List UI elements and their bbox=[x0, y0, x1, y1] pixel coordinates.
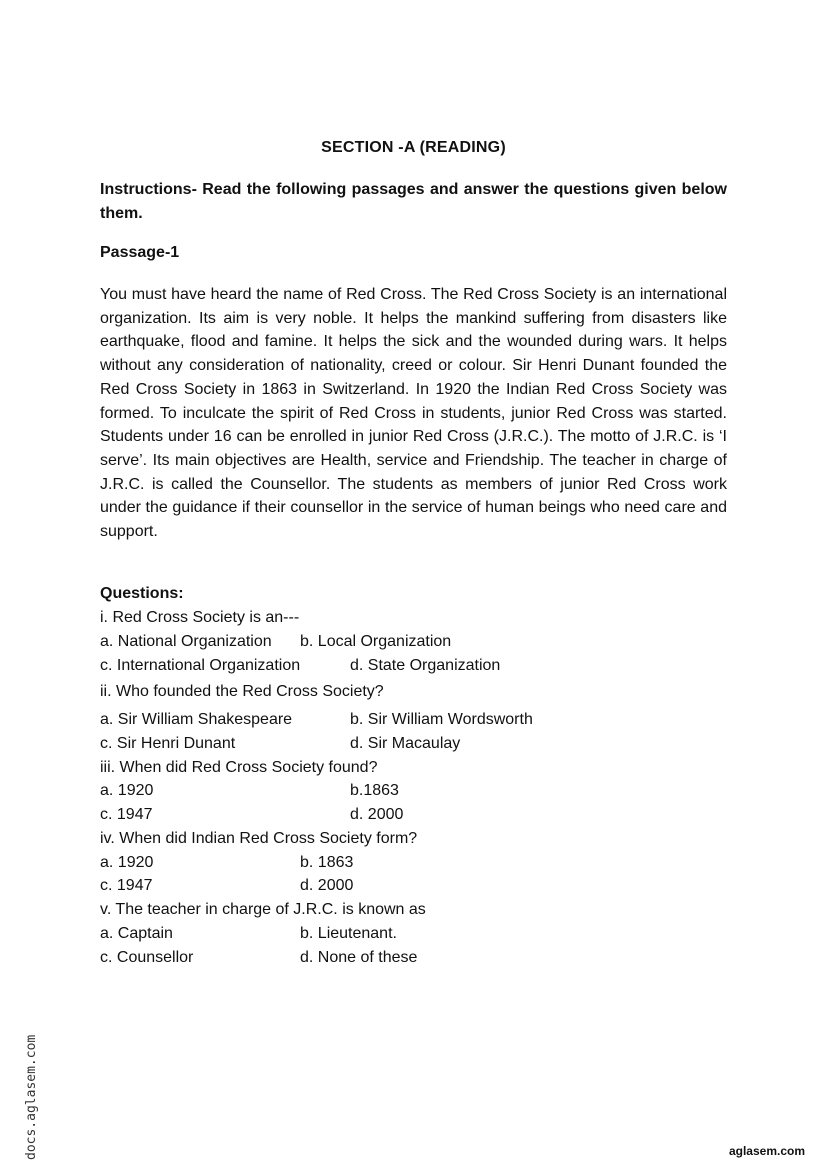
side-watermark: docs.aglasem.com bbox=[24, 1034, 39, 1160]
instructions: Instructions- Read the following passages and answer the questions given below them. bbox=[100, 181, 727, 222]
questions-heading: Questions: bbox=[100, 585, 184, 602]
question-1-option-a: a. National Organization bbox=[100, 633, 272, 650]
question-3-option-a: a. 1920 bbox=[100, 782, 154, 799]
question-2-option-a: a. Sir William Shakespeare bbox=[100, 711, 293, 728]
question-4: iv. When did Indian Red Cross Society form? bbox=[100, 830, 418, 847]
question-4-option-b: b. 1863 bbox=[300, 854, 354, 871]
question-4-option-c: c. 1947 bbox=[100, 877, 153, 894]
question-4-option-d: d. 2000 bbox=[300, 877, 354, 894]
passage-text: You must have heard the name of Red Cross. The Red Cross Society is an international organization. Its aim is very noble. It helps the mankind suffering from disasters like earthquake, flood and famine. It helps the sick and the wounded during wars. It helps without any consideration of nationality, creed or colour. Sir Henri Dunant founded the Red Cross Society in 1863 in Switzerland. In 1920 the Indian Red Cross Society was formed. To inculcate the spirit of Red Cross in students, junior Red Cross was started. Students under 16 can be enrolled in junior Red Cross (J.R.C.). The motto of J.R.C. is ‘I serve’. Its main objectives are Health, service and Friendship. The teacher in charge of J.R.C. is called the Counsellor. The students as members of junior Red Cross work under the guidance if their counsellor in the service of human beings who need care and support. bbox=[100, 286, 727, 541]
question-3-option-b: b.1863 bbox=[350, 782, 399, 799]
question-3-option-d: d. 2000 bbox=[350, 806, 404, 823]
question-3: iii. When did Red Cross Society found? bbox=[100, 759, 378, 776]
question-1-option-b: b. Local Organization bbox=[300, 633, 452, 650]
section-title: SECTION -A (READING) bbox=[321, 139, 506, 156]
question-5-option-b: b. Lieutenant. bbox=[300, 925, 397, 942]
question-5-option-d: d. None of these bbox=[300, 949, 418, 966]
question-5: v. The teacher in charge of J.R.C. is known as bbox=[100, 901, 426, 918]
question-5-option-c: c. Counsellor bbox=[100, 949, 194, 966]
question-1-option-d: d. State Organization bbox=[350, 657, 501, 674]
question-2: ii. Who founded the Red Cross Society? bbox=[100, 683, 384, 700]
question-4-option-a: a. 1920 bbox=[100, 854, 154, 871]
passage-title: Passage-1 bbox=[100, 244, 180, 261]
footer-brand: aglasem.com bbox=[728, 1144, 805, 1158]
question-2-option-c: c. Sir Henri Dunant bbox=[100, 735, 236, 752]
question-1-option-c: c. International Organization bbox=[100, 657, 301, 674]
question-2-option-d: d. Sir Macaulay bbox=[350, 735, 461, 752]
question-2-option-b: b. Sir William Wordsworth bbox=[350, 711, 533, 728]
question-3-option-c: c. 1947 bbox=[100, 806, 153, 823]
question-1: i. Red Cross Society is an--- bbox=[100, 609, 300, 626]
question-5-option-a: a. Captain bbox=[100, 925, 173, 942]
